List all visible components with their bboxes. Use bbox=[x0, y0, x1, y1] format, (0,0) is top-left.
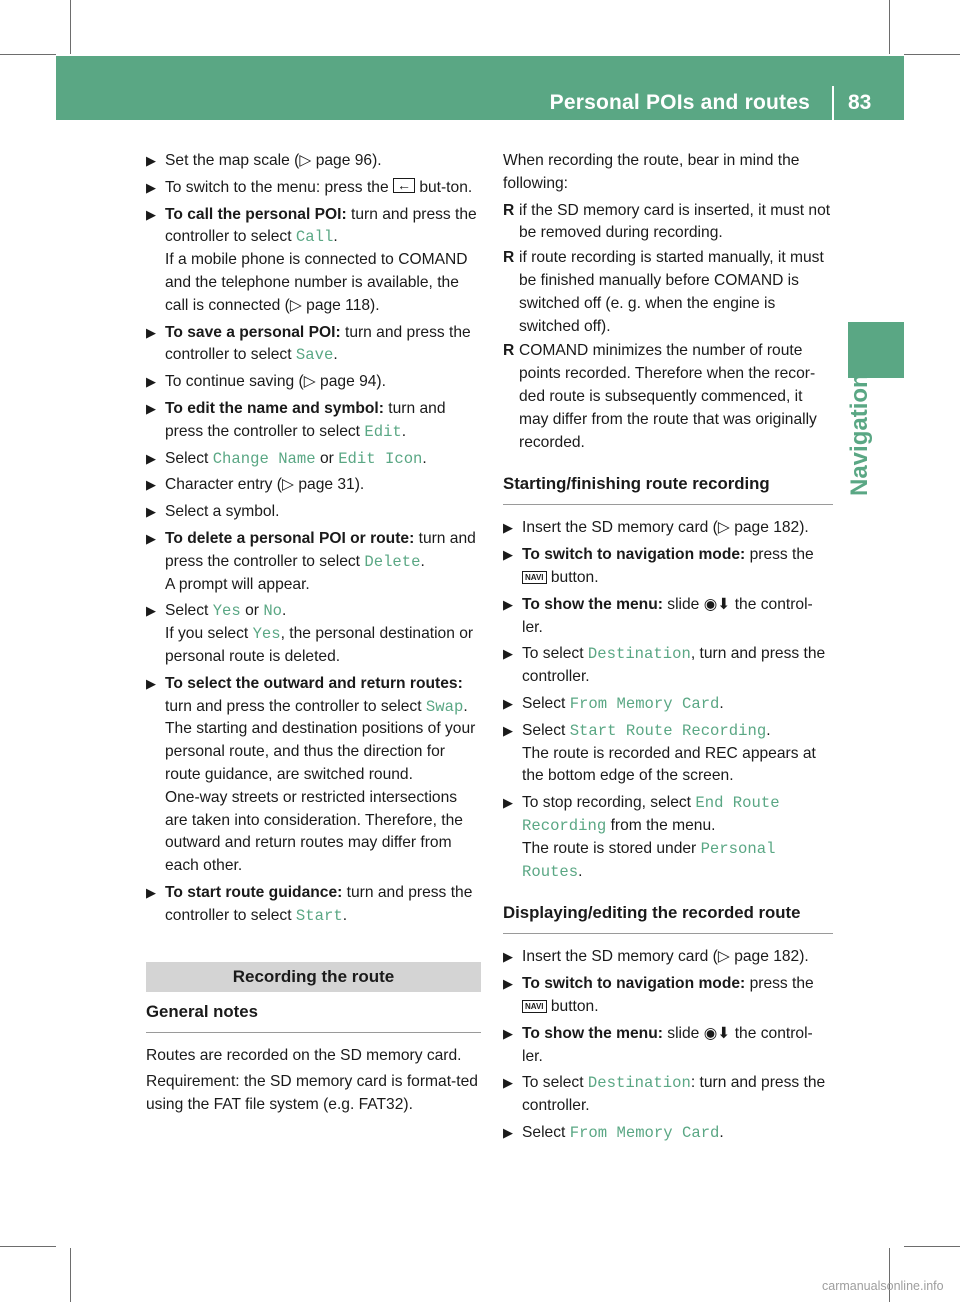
menu-item-code: Swap bbox=[425, 697, 464, 716]
step-arrow-icon: ▶ bbox=[146, 450, 156, 466]
instruction-step: ▶ Select Start Route Recording. The route is recorded and REC appears at the bottom edge of the screen. bbox=[503, 721, 816, 785]
subheading: Displaying/editing the recorded route bbox=[503, 901, 833, 934]
controller-slide-icon: ◉⬇ bbox=[703, 595, 731, 613]
section-title: Recording the route bbox=[146, 962, 481, 992]
step-arrow-icon: ▶ bbox=[503, 722, 513, 738]
instruction-step: ▶ To show the menu: slide ◉⬇ the control-ler. bbox=[503, 595, 813, 636]
crop-mark bbox=[889, 0, 890, 54]
instruction-step: ▶ To save a personal POI: turn and press the controller to select Save. bbox=[146, 323, 471, 365]
page-ref-icon: ▷ bbox=[299, 152, 312, 169]
step-arrow-icon: ▶ bbox=[146, 603, 156, 619]
instruction-step: ▶ To edit the name and symbol: turn and press the controller to select Edit. bbox=[146, 399, 446, 441]
left-column bbox=[146, 150, 481, 1121]
instruction-step: ▶ To select Destination: turn and press the controller. bbox=[503, 1074, 826, 1115]
page-reference[interactable]: page 94 bbox=[320, 373, 377, 391]
instruction-step: ▶ To call the personal POI: turn and press the controller to select Call. If a mobile phone is connected to COMAND and the telephone number is available, the call is connected (▷ page 118). bbox=[146, 205, 477, 314]
chapter-label: Navigation bbox=[846, 373, 873, 496]
step-arrow-icon: ▶ bbox=[146, 374, 156, 390]
menu-item-code: Destination bbox=[587, 645, 691, 664]
step-arrow-icon: ▶ bbox=[146, 179, 156, 195]
instruction-step: ▶ Select a symbol. bbox=[146, 501, 481, 524]
step-arrow-icon: ▶ bbox=[503, 795, 513, 811]
step-arrow-icon: ▶ bbox=[503, 1124, 513, 1140]
step-arrow-icon: ▶ bbox=[503, 1075, 513, 1091]
header-title: Personal POIs and routes bbox=[549, 91, 810, 114]
menu-item-code: Change Name bbox=[212, 449, 316, 468]
menu-item-code: Save bbox=[295, 346, 334, 365]
step-arrow-icon: ▶ bbox=[146, 477, 156, 493]
instruction-step: ▶ To switch to navigation mode: press the NAVI button. bbox=[503, 546, 814, 586]
subheading: Starting/finishing route recording bbox=[503, 472, 833, 505]
step-arrow-icon: ▶ bbox=[503, 646, 513, 662]
bullet-item: R if the SD memory card is inserted, it must not be removed during recording. bbox=[503, 201, 831, 242]
step-arrow-icon: ▶ bbox=[503, 976, 513, 992]
step-arrow-icon: ▶ bbox=[503, 1025, 513, 1041]
chapter-tab bbox=[848, 322, 904, 378]
paragraph: Routes are recorded on the SD memory card. bbox=[146, 1046, 462, 1064]
menu-item-code: From Memory Card bbox=[569, 1123, 720, 1142]
page-reference[interactable]: page 96 bbox=[315, 152, 373, 169]
crop-mark bbox=[70, 1248, 71, 1302]
page-reference[interactable]: page 118 bbox=[306, 296, 371, 314]
instruction-step: ▶ To stop recording, select End Route Recording from the menu. The route is stored under Personal Routes. bbox=[503, 794, 780, 881]
step-arrow-icon: ▶ bbox=[146, 400, 156, 416]
menu-item-code: No bbox=[263, 602, 283, 621]
instruction-step: ▶ To select the outward and return routes: turn and press the controller to select Swap. The starting and destination positions of your personal route, and thus the direction for route guidance, are switched round. One-way streets or restricted intersections are taken into consideration. Therefore, the outward and return routes may differ from each other. bbox=[146, 674, 476, 875]
menu-item-code: Start bbox=[295, 906, 343, 925]
step-arrow-icon: ▶ bbox=[146, 324, 156, 340]
controller-slide-icon: ◉⬇ bbox=[703, 1024, 731, 1042]
instruction-step: ▶ Insert the SD memory card (▷ page 182). bbox=[503, 517, 833, 540]
instruction-step: ▶ Character entry (▷ page 31). bbox=[146, 474, 481, 497]
menu-item-code: Edit bbox=[364, 422, 402, 441]
navi-key-icon: NAVI bbox=[522, 571, 547, 584]
step-arrow-icon: ▶ bbox=[146, 884, 156, 900]
page-reference[interactable]: page 182 bbox=[734, 948, 800, 966]
crop-mark bbox=[904, 1246, 960, 1247]
menu-item-code: Call bbox=[295, 228, 334, 247]
crop-mark bbox=[0, 54, 56, 55]
page-header bbox=[56, 56, 904, 120]
step-arrow-icon: ▶ bbox=[146, 153, 156, 168]
bullet-item: R if route recording is started manually, it must be finished manually before COMAND is switched off (e. g. when the engine is switched off). bbox=[503, 249, 824, 335]
right-column bbox=[503, 150, 833, 1149]
page-reference[interactable]: page 31 bbox=[298, 476, 355, 494]
navi-key-icon: NAVI bbox=[522, 1000, 547, 1013]
menu-item-code: Delete bbox=[364, 552, 421, 571]
step-arrow-icon: ▶ bbox=[503, 547, 513, 563]
step-arrow-icon: ▶ bbox=[503, 596, 513, 612]
instruction-step: ▶ To switch to navigation mode: press the NAVI button. bbox=[503, 975, 814, 1015]
instruction-step: ▶ Set the map scale (▷ page 96). bbox=[146, 150, 481, 173]
menu-item-code: Edit Icon bbox=[338, 449, 423, 468]
menu-item-code: End Route Recording bbox=[522, 794, 780, 835]
instruction-step: ▶ Select Yes or No. If you select Yes, the personal destination or personal route is deleted. bbox=[146, 602, 474, 665]
crop-mark bbox=[0, 1246, 56, 1247]
menu-item-code: From Memory Card bbox=[569, 694, 720, 713]
instruction-step: ▶ To start route guidance: turn and press the controller to select Start. bbox=[146, 883, 473, 925]
instruction-step: ▶ Select From Memory Card. bbox=[503, 693, 833, 716]
menu-item-code: Start Route Recording bbox=[569, 721, 767, 740]
step-arrow-icon: ▶ bbox=[146, 530, 156, 546]
step-arrow-icon: ▶ bbox=[146, 206, 156, 222]
instruction-step: ▶ To switch to the menu: press the ← but-ton. bbox=[146, 177, 481, 200]
step-arrow-icon: ▶ bbox=[503, 695, 513, 711]
back-button-icon bbox=[393, 178, 415, 193]
step-arrow-icon: ▶ bbox=[503, 520, 513, 536]
paragraph: When recording the route, bear in mind the following: bbox=[503, 152, 800, 192]
header-divider bbox=[832, 86, 834, 120]
crop-mark bbox=[70, 0, 71, 54]
step-arrow-icon: ▶ bbox=[146, 675, 156, 691]
bullet-item: R COMAND minimizes the number of route points recorded. Therefore when the recor-ded route is subsequently commenced, it may differ from the route that was originally recorded. bbox=[503, 342, 817, 451]
crop-mark bbox=[904, 54, 960, 55]
page-number: 83 bbox=[848, 91, 872, 114]
instruction-step: ▶ To show the menu: slide ◉⬇ the control-ler. bbox=[503, 1024, 813, 1065]
step-arrow-icon: ▶ bbox=[146, 504, 156, 520]
step-arrow-icon: ▶ bbox=[503, 949, 513, 965]
instruction-step: ▶ Insert the SD memory card (▷ page 182). bbox=[503, 946, 833, 969]
page-reference[interactable]: page 182 bbox=[734, 519, 800, 537]
paragraph: Requirement: the SD memory card is format-ted using the FAT file system (e.g. FAT32). bbox=[146, 1073, 478, 1114]
instruction-step: ▶ Select Change Name or Edit Icon. bbox=[146, 448, 481, 471]
instruction-step: ▶ Select From Memory Card. bbox=[503, 1122, 833, 1145]
instruction-step: ▶ To continue saving (▷ page 94). bbox=[146, 371, 481, 394]
subheading: General notes bbox=[146, 1000, 481, 1033]
instruction-step: ▶ To delete a personal POI or route: turn and press the controller to select Delete. A prompt will appear. bbox=[146, 529, 476, 593]
instruction-step: ▶ To select Destination, turn and press the controller. bbox=[503, 645, 826, 686]
menu-item-code: Destination bbox=[587, 1074, 691, 1093]
menu-item-code: Yes bbox=[212, 602, 241, 621]
watermark: carmanualsonline.info bbox=[822, 1279, 944, 1293]
